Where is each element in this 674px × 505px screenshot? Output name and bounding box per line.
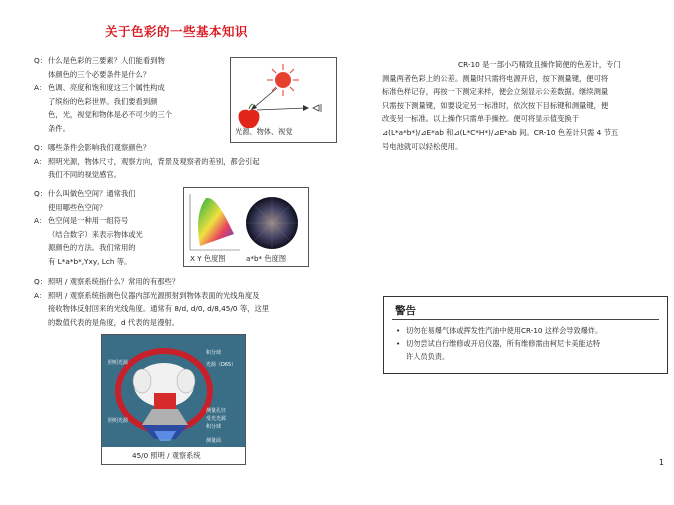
qa-color-elements [34,54,230,136]
paragraph-line: 只需按下测量键，如要设定另一标准时，依次按下目标键和测量键，便 [382,100,609,110]
paragraph-line: 标准色样记存，再按一下测定来样，便会立刻显示公差数据。继续测量 [382,87,609,97]
figure-label: 照明光源 [108,360,129,366]
answer-line: 接收物体反射回来的光线角度。通常有 8/d, d/0, d/8,45/0 等，这里 [48,304,270,314]
question-line: 哪些条件会影响我们观察颜色？ [48,143,151,152]
paragraph-line: CR-10 是一部小巧精致且操作简便的色差计，专门 [458,60,621,69]
figure-label: 积分球 [206,350,222,356]
answer-line: 色调、亮度和饱和度这三个属性构成 [48,83,165,93]
q-label: Q： [34,143,48,152]
figure-label: 照明光源 [108,418,129,424]
answer-line: 色，光，视觉和物体是必不可少的三个 [48,110,173,120]
bullet: • [396,326,401,335]
divider [392,319,659,320]
answer-line: 我们不同的视觉感官。 [48,170,121,180]
cr10-description [382,58,664,153]
bullet [396,350,406,363]
warning-item: 切勿尝试自行维修或开启仪器，所有维修需由柯尼卡美能达特 [406,339,601,348]
q-label: Q： [34,189,48,198]
caption-ab: a*b* 色度图 [246,254,287,263]
qa-observation-conditions [34,141,334,182]
answer-line: （结合数字）来表示物体或光 [48,229,143,239]
qa-color-space [34,187,174,269]
figure-chromaticity-diagrams [183,187,309,267]
apple-icon [239,110,260,128]
illumination-system-illustration [102,335,245,447]
paragraph-line: ⊿(L*a*b*)/⊿E*ab 和⊿(L*C*H*)/⊿E*ab 间。CR-10 色差计只需 4 节五 [382,127,619,137]
paragraph-line: 测量两者色彩上的公差。测量时只需将电源开启，按下测量键，便可将 [382,73,609,83]
answer-line: 了缤纷的色彩世界。我们要看到颜 [48,96,158,106]
figure-light-object-vision [230,57,337,143]
sun-icon [275,72,291,88]
question-line: 体颜色的三个必要条件是什么？ [48,69,151,79]
a-label: A： [34,216,47,226]
qa-illumination-viewing [34,275,334,329]
xy-diagram-shape [198,198,234,246]
answer-line: 有 L*a*b*,Yxy, Lch 等。 [48,256,132,266]
warning-box [383,296,668,374]
a-label: A： [34,156,47,166]
a-label: A： [34,83,47,93]
figure-label: 测量孔径 [206,408,227,414]
figure-caption: 光源、物体、视觉 [235,127,293,136]
question-line: 什么是色彩的三要素？人们能看到物 [48,56,165,65]
warning-item: 切勿在易爆气体或挥发性汽油中使用CR-10 这样会导致爆炸。 [406,326,603,335]
figure-label: 受光光源 [206,416,227,422]
question-line: 照明 / 观察系统指什么？常用的有那些？ [48,277,180,286]
page-number: 1 [658,458,664,467]
warning-title: 警告 [395,305,416,317]
answer-line: 条件。 [48,123,70,133]
figure-label: 测量面 [206,438,222,444]
question-line: 使用哪些色空间？ [48,202,107,212]
answer-line: 色空间是一种用一组符号 [48,216,129,226]
caption-xy: X Y 色度图 [190,254,226,263]
eye-icon [313,104,321,112]
warning-item: 许人员负责。 [406,352,450,361]
figure-label: 光源（D65） [206,362,237,368]
question-line: 什么叫做色空间？通常我们 [48,189,136,198]
answer-line: 照明光源，物体尺寸，观察方向，背景及观察者的差别，都会引起 [48,156,260,166]
q-label: Q： [34,277,48,286]
a-label: A： [34,290,47,300]
q-label: Q： [34,56,48,65]
answer-line: 源颜色的方法。我们常用的 [48,243,136,253]
paragraph-line: 号电池就可以轻松使用。 [382,141,463,151]
answer-line: 的数值代表的是角度，d 代表的是漫射。 [48,317,179,327]
figure-caption: 45/0 照明 / 观察系统 [132,451,201,460]
bullet: • [396,339,401,348]
paragraph-line: 改变另一标准。以上操作只需单手操控。便可将显示值变换于 [382,114,580,124]
figure-label: 积分球 [206,424,222,430]
answer-line: 照明 / 观察系统指测色仪器内部光源照射到物体表面的光线角度及 [48,290,260,300]
page-title: 关于色彩的一些基本知识 [105,24,249,39]
figure-45-0-system [101,334,246,465]
